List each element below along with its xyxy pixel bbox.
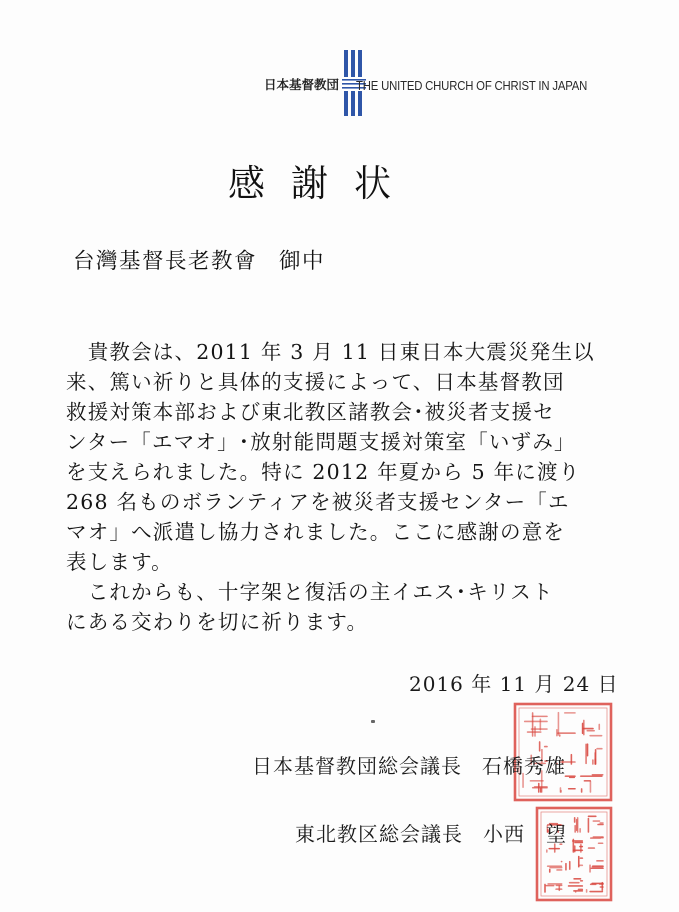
certificate-title: 感謝状 [228,162,417,205]
body-line: これからも、十字架と復活の主イエス･キリスト [66,580,554,604]
signatory-title: 日本基督教団総会議長 [252,754,462,778]
certificate-body [66,337,606,637]
addressee [73,247,325,277]
org-name-en: THE UNITED CHURCH OF CHRIST IN JAPAN [356,79,588,93]
body-line: マオ」へ派遣し協力されました。ここに感謝の意を [66,520,566,544]
signature-line [252,751,566,781]
body-line: 268 名ものボランティアを被災者支援センター「エ [66,490,570,514]
ink-mark [371,720,375,723]
signature-line [295,819,567,849]
body-line: 表します。 [66,550,173,574]
body-line: にある交わりを切に祈ります。 [66,610,369,634]
body-line: 救援対策本部および東北教区諸教会･被災者支援セ [66,400,555,424]
body-line: 貴教会は、2011 年 3 月 11 日東日本大震災発生以 [66,340,595,364]
signatory-name: 石橋秀雄 [482,754,566,778]
body-line: ンター「エマオ」･放射能問題支援対策室「いずみ」 [66,430,576,454]
letterhead [262,50,612,116]
body-line: 来、篤い祈りと具体的支援によって、日本基督教団 [66,370,565,394]
issue-date: 2016 年 11 月 24 日 [409,672,619,696]
org-name-jp: 日本基督教団 [264,77,340,92]
body-line: を支えられました。特に 2012 年夏から 5 年に渡り [66,460,581,484]
signatory-name: 小西 望 [483,822,567,846]
addressee-suffix: 御中 [279,249,326,274]
addressee-name: 台灣基督長老教會 [73,249,258,274]
signatory-title: 東北教区総会議長 [295,822,463,846]
